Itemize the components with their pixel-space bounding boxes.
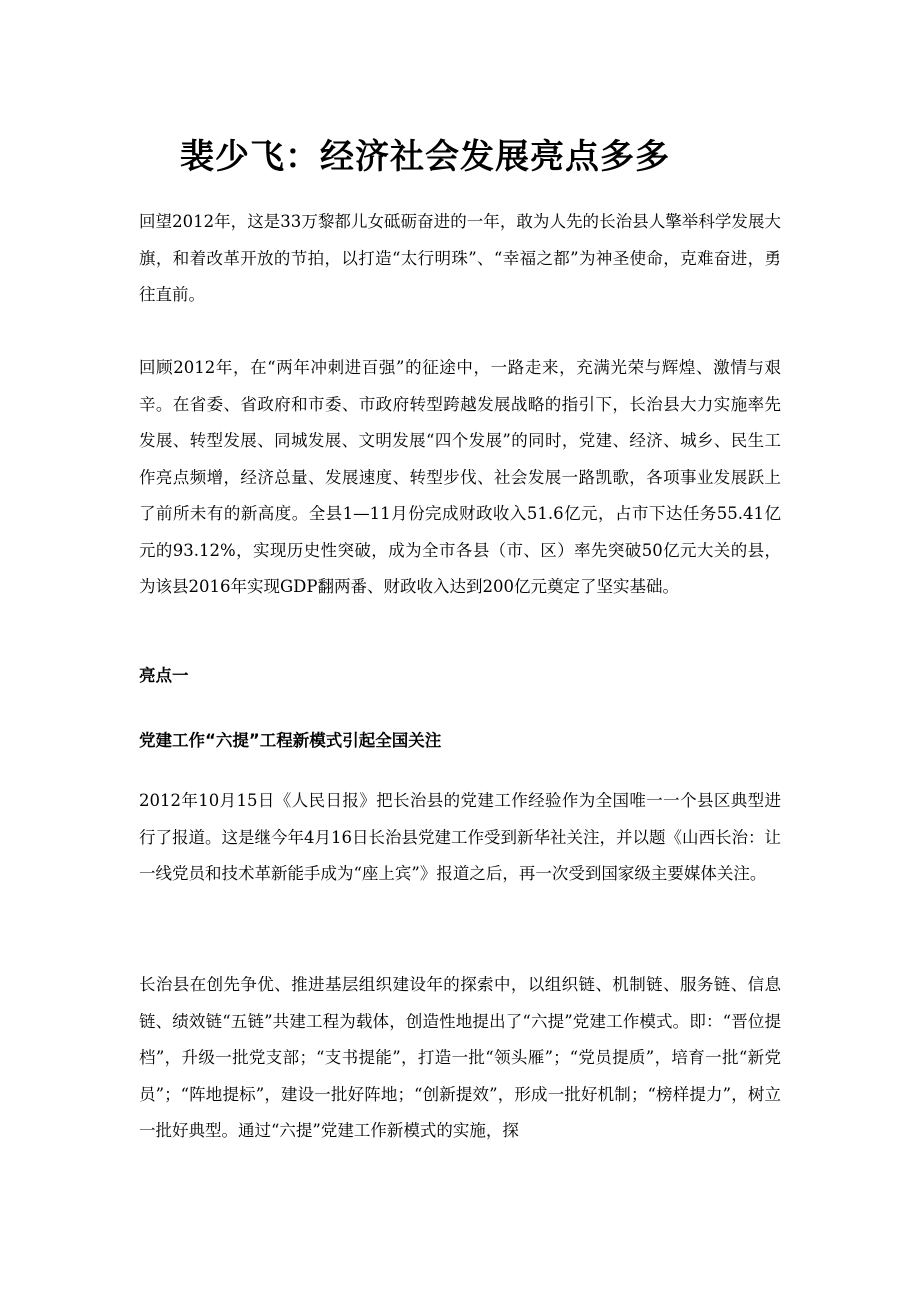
page-title: 裴少飞：经济社会发展亮点多多 <box>180 137 670 177</box>
paragraph-six-upgrades-model: 长治县在创先争优、推进基层组织建设年的探索中，以组织链、机制链、服务链、信息链、绩效链“五链”共建工程为载体，创造性地提出了“六提”党建工作模式。即：“晋位提档”，升级一批党支部；“支书提能”，打造一批“领头雁”；“党员提质”，培育一批“新党员”；“阵地提标”，建设一批好阵地；“创新提效”，形成一批好机制；“榜样提力”，树立一批好典型。通过“六提”党建工作新模式的实施，探 <box>139 975 781 1140</box>
paragraph-peoples-daily-report: 2012年10月15日《人民日报》把长治县的党建工作经验作为全国唯一一个县区典型进行了报道。这是继今年4月16日长治县党建工作受到新华社关注，并以题《山西长治：让一线党员和技术革新能手成为“座上宾”》报道之后，再一次受到国家级主要媒体关注。 <box>139 791 781 883</box>
paragraph-review-2012: 回望2012年，这是33万黎都儿女砥砺奋进的一年，敢为人先的长治县人擎举科学发展大旗，和着改革开放的节拍，以打造“太行明珠”、“幸福之都”为神圣使命，克难奋进，勇往直前。 <box>139 212 781 304</box>
section-heading: 党建工作“六提”工程新模式引起全国关注 <box>139 731 442 750</box>
section-label: 亮点一 <box>139 666 189 685</box>
paragraph-retrospect-2012: 回顾2012年，在“两年冲刺进百强”的征途中，一路走来，充满光荣与辉煌、激情与艰辛。在省委、省政府和市委、市政府转型跨越发展战略的指引下，长治县大力实施率先发展、转型发展、同城发展、文明发展“四个发展”的同时，党建、经济、城乡、民生工作亮点频增，经济总量、发展速度、转型步伐、社会发展一路凯歌，各项事业发展跃上了前所未有的新高度。全县1—11月份完成财政收入51.6亿元，占市下达任务55.41亿元的93.12%，实现历史性突破，成为全市各县（市、区）率先突破50亿元大关的县，为该县2016年实现GDP翻两番、财政收入达到200亿元奠定了坚实基础。 <box>139 358 781 596</box>
